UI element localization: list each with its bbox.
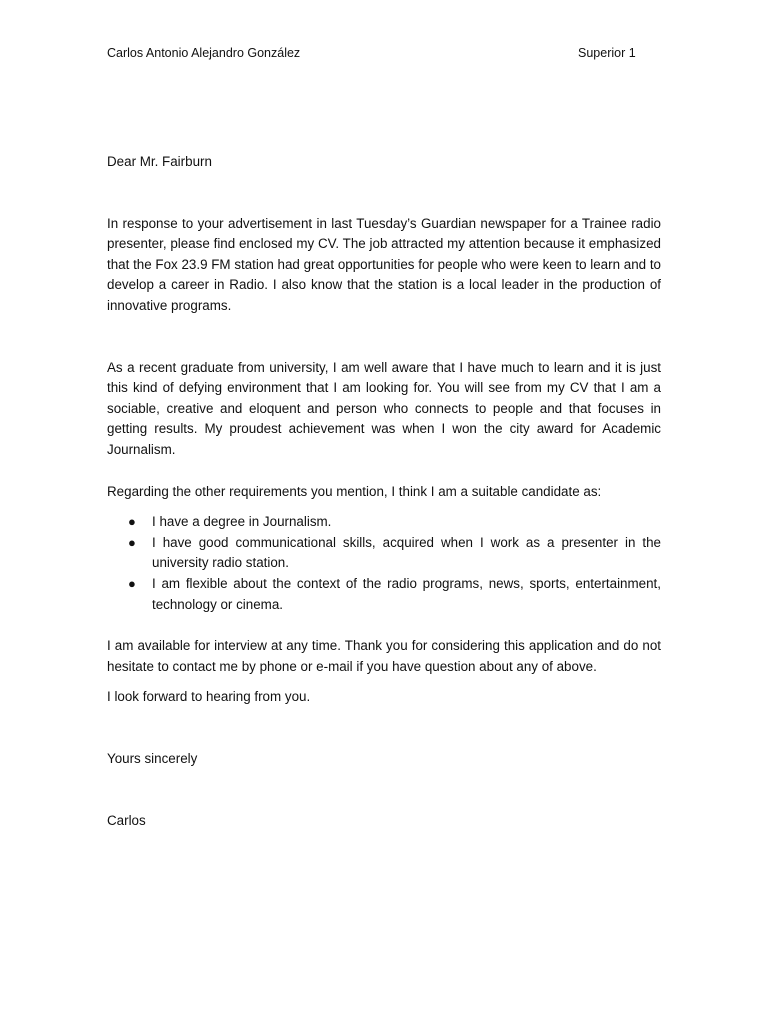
list-item-text: I have a degree in Journalism. — [152, 514, 332, 530]
list-item-text: I have good communicational skills, acquired when I work as a presenter in the university radio station. — [152, 534, 661, 571]
closing-sentence: I look forward to hearing from you. — [107, 689, 311, 705]
complimentary-close: Yours sincerely — [107, 750, 198, 766]
page-header — [107, 46, 661, 66]
paragraph-background: As a recent graduate from university, I am well aware that I have much to learn and it is just this kind of defying environment that I am looking for. You will see from my CV that I am a sociable, creative and eloquent and person who connects to people and that focuses in getting results. My proudest achievement was when I won the city award for Academic Journalism. — [107, 359, 661, 457]
course-label: Superior 1 — [578, 46, 636, 60]
list-item-text: I am flexible about the context of the radio programs, news, sports, entertainment, technology or cinema. — [152, 575, 661, 612]
bullet-icon: ● — [128, 514, 136, 530]
letter-body — [107, 152, 661, 832]
requirements-intro: Regarding the other requirements you mention, I think I am a suitable candidate as: — [107, 483, 602, 499]
list-item — [107, 512, 661, 533]
author-name: Carlos Antonio Alejandro González — [107, 46, 301, 60]
signature: Carlos — [107, 813, 146, 829]
paragraph-availability: I am available for interview at any time. Thank you for considering this application and do not hesitate to contact me by phone or e-mail if you have question about any of above. — [107, 638, 661, 674]
salutation: Dear Mr. Fairburn — [107, 154, 212, 169]
list-item — [107, 533, 661, 574]
bullet-icon: ● — [128, 575, 136, 591]
paragraph-intro: In response to your advertisement in last Tuesday’s Guardian newspaper for a Trainee radio presenter, please find enclosed my CV. The job attracted my attention because it emphasized that the Fox 23.9 FM station had great opportunities for people who were keen to learn and to develop a career in Radio. I also know that the station is a local leader in the production of innovative programs. — [107, 215, 661, 313]
requirements-list — [107, 512, 661, 615]
list-item — [107, 574, 661, 615]
bullet-icon: ● — [128, 534, 136, 550]
